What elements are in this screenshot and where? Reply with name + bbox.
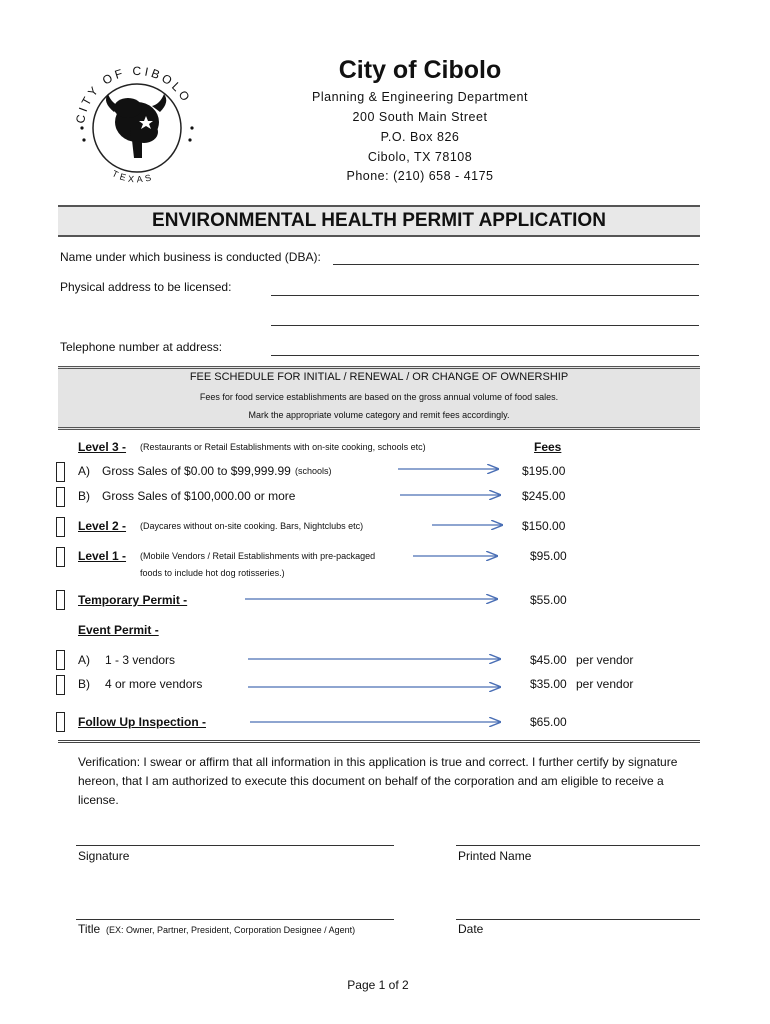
city-state-zip: Cibolo, TX 78108 xyxy=(367,150,473,164)
level-2-label: Level 2 - xyxy=(78,519,127,533)
phone-number: Phone: (210) 658 - 4175 xyxy=(346,169,494,183)
event-permit-label: Event Permit - xyxy=(78,623,159,637)
telephone-label: Telephone number at address: xyxy=(60,340,223,354)
level-1-label: Level 1 - xyxy=(78,549,127,563)
temporary-permit-label: Temporary Permit - xyxy=(78,593,188,607)
event-a-letter: A) xyxy=(78,653,90,667)
seal-top-text: CITY OF CIBOLO xyxy=(73,63,195,125)
level-3a-text: Gross Sales of $0.00 to $99,999.99 xyxy=(102,464,291,478)
city-name: City of Cibolo xyxy=(338,56,502,84)
level-2-fee: $150.00 xyxy=(522,519,566,533)
level-2-description: (Daycares without on-site cooking. Bars, Nightclubs etc) xyxy=(140,521,364,531)
fee-schedule-note-1: Fees for food service establishments are based on the gross annual volume of food sales. xyxy=(199,392,559,402)
title-label: Title xyxy=(78,922,101,936)
level-1-description-2: foods to include hot dog rotisseries.) xyxy=(140,568,285,578)
level-1-description-1: (Mobile Vendors / Retail Establishments with pre-packaged xyxy=(140,551,376,561)
event-a-unit: per vendor xyxy=(576,653,634,667)
po-box: P.O. Box 826 xyxy=(380,130,460,144)
follow-up-label: Follow Up Inspection - xyxy=(78,715,206,729)
follow-up-fee: $65.00 xyxy=(530,715,567,729)
address-label: Physical address to be licensed: xyxy=(60,280,232,294)
signature-label: Signature xyxy=(78,849,130,863)
printed-name-line[interactable] xyxy=(456,845,700,846)
seal-bottom-text: TEXAS xyxy=(110,168,156,185)
title-line[interactable] xyxy=(76,919,394,920)
level-3a-letter: A) xyxy=(78,464,90,478)
level-3a-note: (schools) xyxy=(295,466,332,476)
fee-schedule-heading: FEE SCHEDULE FOR INITIAL / RENEWAL / OR CHANGE OF OWNERSHIP xyxy=(189,371,569,383)
section-divider xyxy=(58,740,700,743)
page-number: Page 1 of 2 xyxy=(347,978,409,992)
level-1-fee: $95.00 xyxy=(530,549,567,563)
date-label: Date xyxy=(458,922,484,936)
level-3b-text: Gross Sales of $100,000.00 or more xyxy=(102,489,296,503)
event-b-text: 4 or more vendors xyxy=(105,677,203,691)
printed-name-label: Printed Name xyxy=(458,849,532,863)
event-b-fee: $35.00 xyxy=(530,677,567,691)
event-b-unit: per vendor xyxy=(576,677,634,691)
street-address: 200 South Main Street xyxy=(352,110,488,124)
event-b-letter: B) xyxy=(78,677,90,691)
form-title: ENVIRONMENTAL HEALTH PERMIT APPLICATION xyxy=(58,205,700,237)
dba-label: Name under which business is conducted (DBA): xyxy=(60,250,321,264)
level-3a-fee: $195.00 xyxy=(522,464,566,478)
date-line[interactable] xyxy=(456,919,700,920)
title-note: (EX: Owner, Partner, President, Corporation Designee / Agent) xyxy=(106,925,356,935)
level-3b-fee: $245.00 xyxy=(522,489,566,503)
temporary-permit-fee: $55.00 xyxy=(530,593,567,607)
event-a-text: 1 - 3 vendors xyxy=(105,653,176,667)
level-3b-letter: B) xyxy=(78,489,90,503)
level-3-description: (Restaurants or Retail Establishments with on-site cooking, schools etc) xyxy=(140,442,426,452)
event-a-fee: $45.00 xyxy=(530,653,567,667)
fees-header: Fees xyxy=(534,440,562,454)
verification-text: Verification: I swear or affirm that all information in this application is true and correct. I further certify by signature hereon, that I am authorized to execute this document on behalf of the corporation and am eligible to receive a license. xyxy=(78,755,678,807)
level-3-label: Level 3 - xyxy=(78,440,127,454)
department: Planning & Engineering Department xyxy=(312,90,528,104)
signature-line[interactable] xyxy=(76,845,394,846)
fee-schedule-note-2: Mark the appropriate volume category and remit fees accordingly. xyxy=(248,410,510,420)
